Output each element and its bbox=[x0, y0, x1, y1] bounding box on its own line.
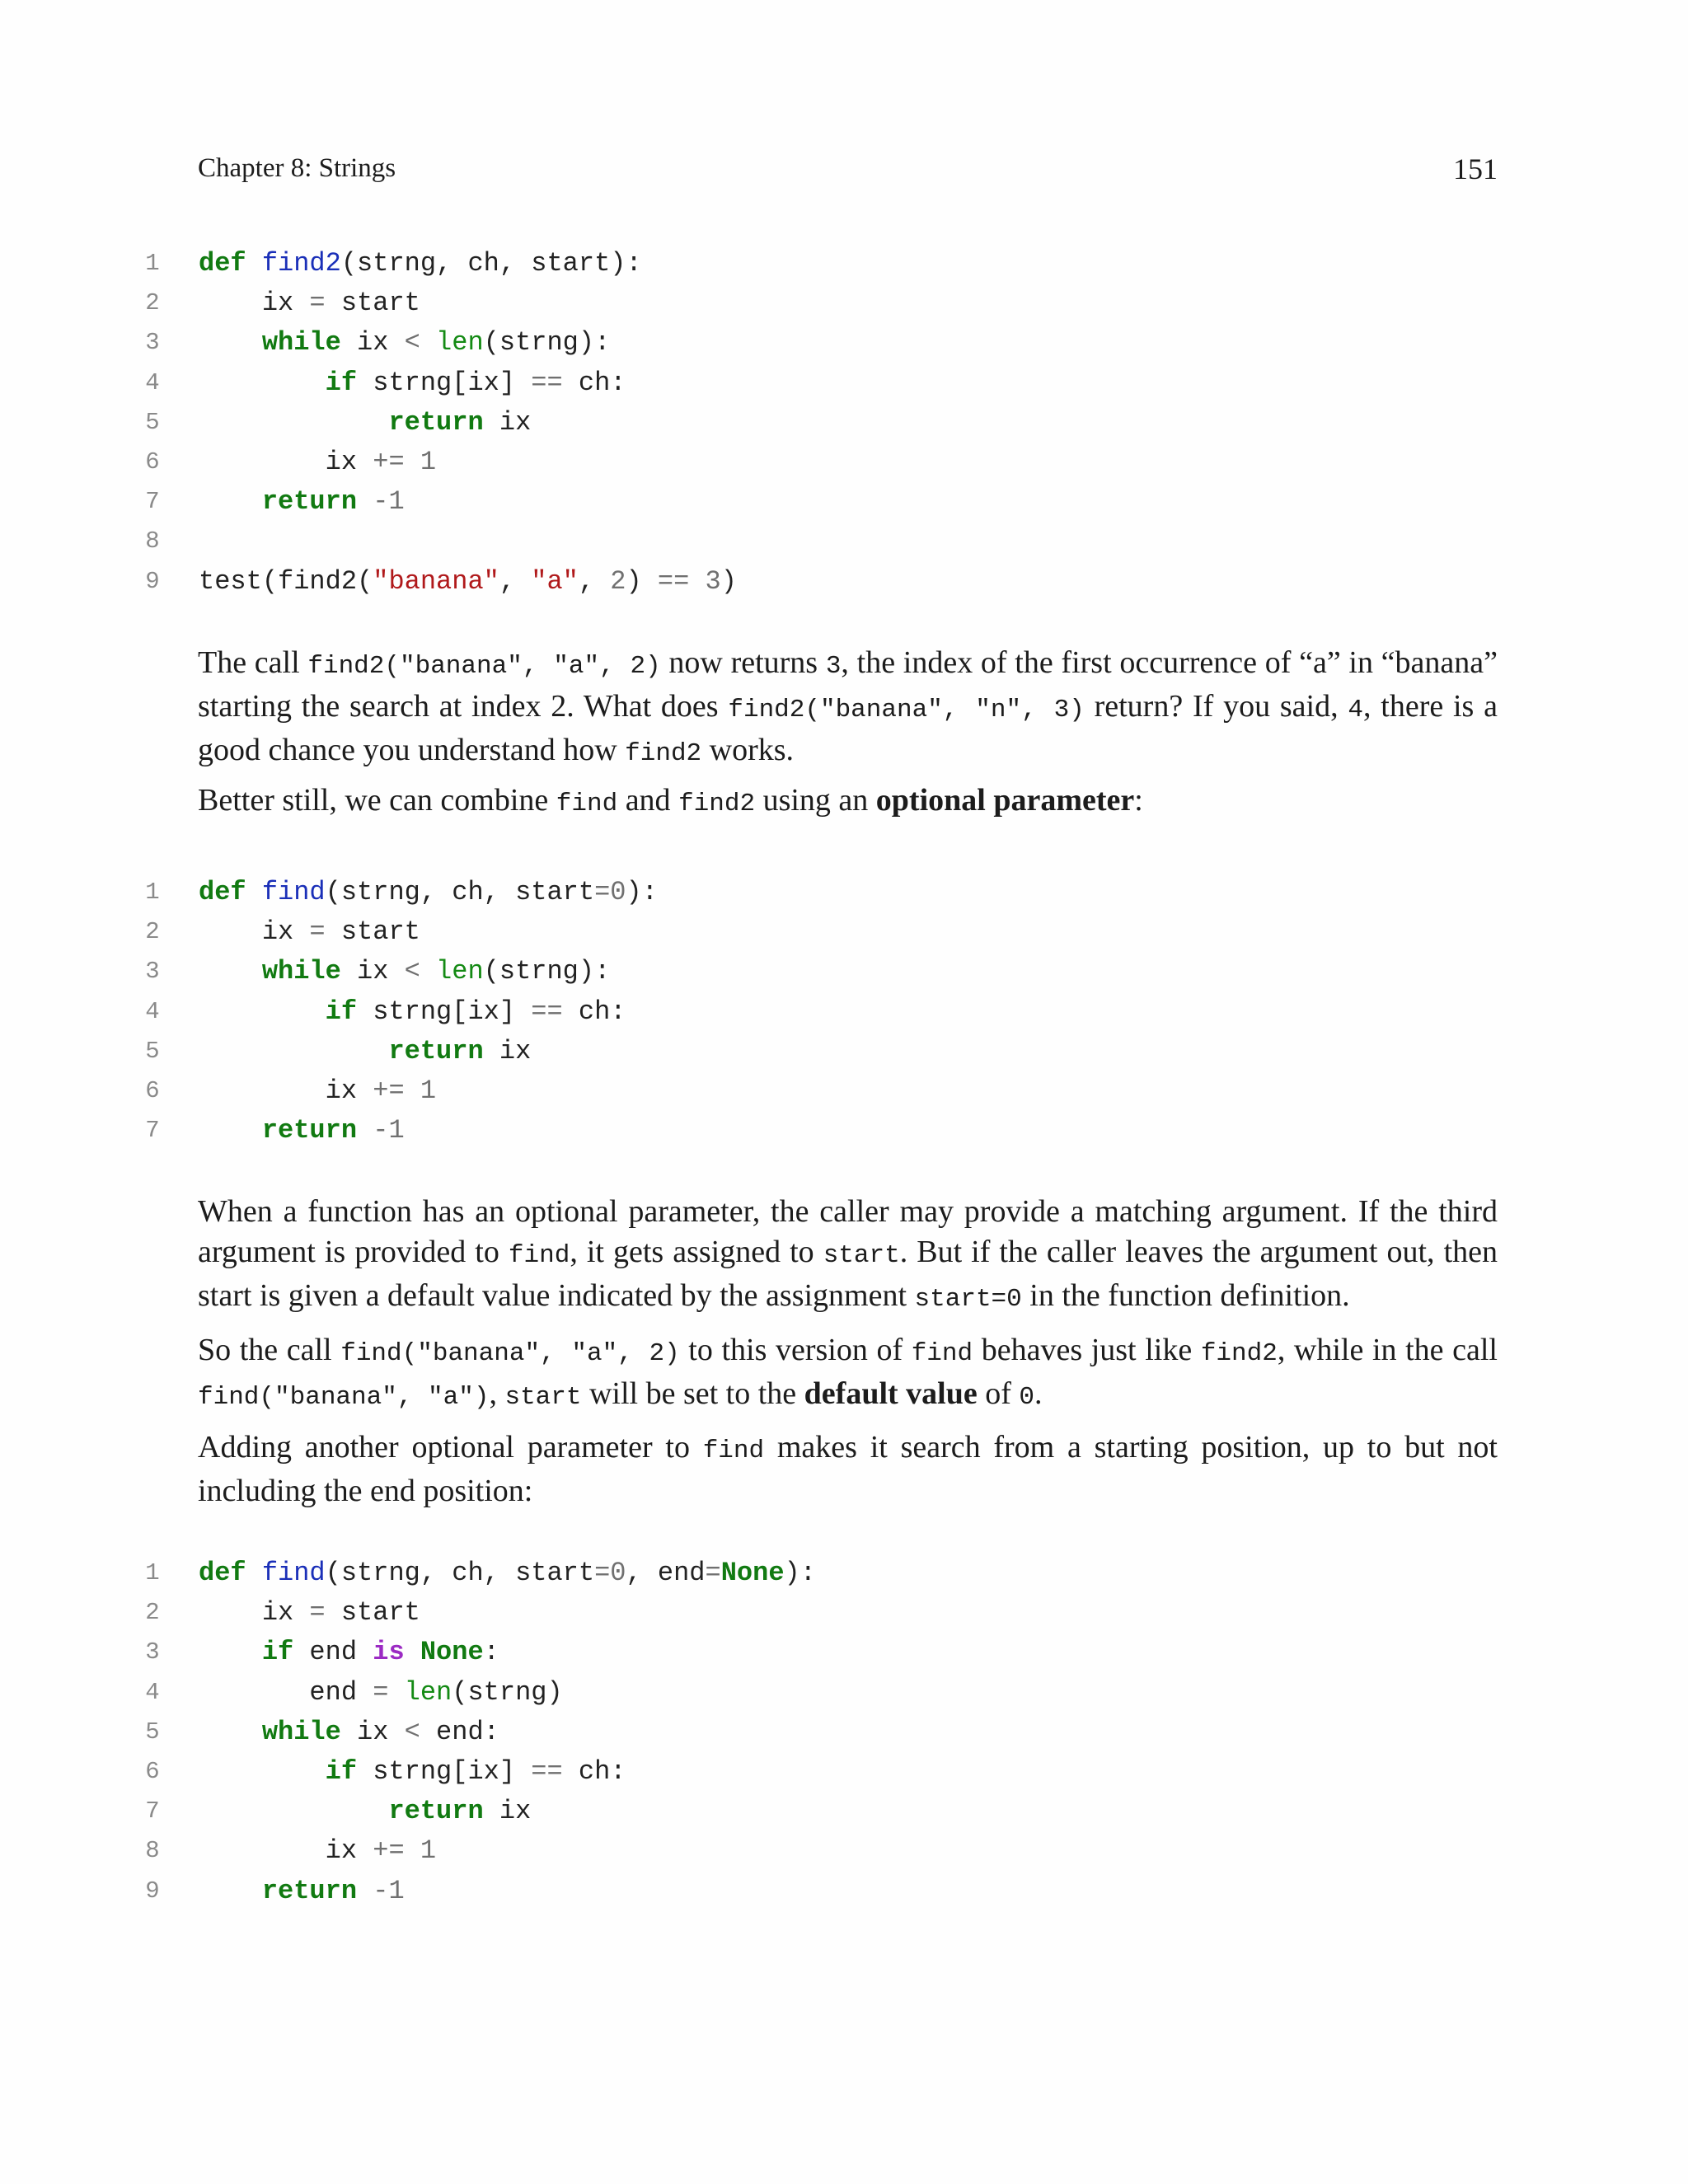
code-token bbox=[388, 1677, 404, 1708]
paragraph-text bbox=[198, 643, 1498, 774]
text-run: of bbox=[977, 1376, 1020, 1411]
code-token: len bbox=[404, 1676, 452, 1708]
code-token: strng[ix] bbox=[357, 367, 532, 398]
text-run: and bbox=[617, 783, 679, 818]
code-token bbox=[199, 1036, 388, 1066]
line-number: 2 bbox=[145, 289, 160, 317]
code-token: return bbox=[261, 1115, 358, 1146]
code-token: find bbox=[261, 877, 326, 907]
line-number: 8 bbox=[145, 1837, 160, 1865]
code-token: if bbox=[325, 367, 358, 398]
text-run: works. bbox=[701, 733, 795, 767]
inline-code: find bbox=[911, 1339, 973, 1368]
line-code bbox=[199, 1111, 405, 1151]
text-run: in the function definition. bbox=[1021, 1278, 1350, 1313]
inline-code: find("banana", "a") bbox=[198, 1383, 490, 1412]
line-number: 4 bbox=[145, 1678, 160, 1706]
code-token bbox=[199, 368, 326, 398]
code-token: += bbox=[373, 1075, 405, 1106]
code-token: if bbox=[325, 1755, 358, 1787]
line-code bbox=[199, 323, 610, 363]
paragraph-optional-explanation bbox=[198, 1192, 1498, 1319]
code-token bbox=[405, 447, 420, 477]
code-token: = bbox=[594, 1558, 611, 1588]
code-token: None bbox=[720, 1558, 785, 1588]
code-token bbox=[420, 327, 436, 358]
code-token bbox=[199, 1756, 326, 1787]
code-token: (strng, ch, start bbox=[325, 877, 595, 907]
code-line bbox=[140, 363, 1541, 403]
text-run: using an bbox=[755, 783, 876, 818]
code-token bbox=[199, 1115, 262, 1146]
text-run: makes it search from a starting position, up to but not including the end position: bbox=[198, 1430, 1498, 1508]
code-token: -1 bbox=[373, 486, 405, 518]
code-line bbox=[140, 284, 1541, 323]
line-number: 1 bbox=[145, 250, 160, 277]
code-token bbox=[199, 447, 326, 477]
line-number: 7 bbox=[145, 488, 160, 516]
code-token: return bbox=[388, 406, 484, 438]
code-token: = bbox=[705, 1558, 721, 1588]
paragraph-combine bbox=[198, 780, 1498, 824]
text-run: : bbox=[1134, 783, 1143, 818]
line-code bbox=[199, 1032, 531, 1071]
code-token bbox=[199, 1677, 309, 1708]
code-token: == bbox=[657, 565, 690, 597]
code-token: 2 bbox=[610, 565, 626, 597]
text-run: So the call bbox=[198, 1333, 341, 1367]
paragraph-text bbox=[198, 1427, 1498, 1511]
line-number: 7 bbox=[145, 1797, 160, 1825]
code-token: len bbox=[436, 327, 484, 359]
code-token bbox=[199, 288, 262, 318]
code-token: == bbox=[531, 1755, 563, 1787]
code-token: ix bbox=[261, 288, 310, 319]
code-line bbox=[140, 1713, 1541, 1752]
line-number: 7 bbox=[145, 1117, 160, 1145]
code-token: : bbox=[483, 1637, 499, 1668]
code-token: ch: bbox=[562, 996, 626, 1027]
paragraph-text bbox=[198, 1192, 1498, 1319]
code-line bbox=[140, 1752, 1541, 1792]
text-run: behaves just like bbox=[973, 1333, 1201, 1367]
line-number: 9 bbox=[145, 1877, 160, 1905]
line-number: 2 bbox=[145, 1599, 160, 1627]
code-token: start bbox=[325, 916, 420, 948]
page-number: 151 bbox=[1453, 152, 1498, 185]
code-token bbox=[199, 1796, 388, 1826]
line-number: 1 bbox=[145, 879, 160, 906]
text-run: Better still, we can combine bbox=[198, 783, 556, 818]
code-token bbox=[405, 1076, 420, 1106]
paragraph-text bbox=[198, 1330, 1498, 1418]
text-run: , while in the call bbox=[1277, 1333, 1498, 1367]
code-token: -1 bbox=[373, 1115, 405, 1146]
inline-code: find bbox=[556, 790, 618, 818]
inline-code: find2("banana", "a", 2) bbox=[307, 652, 661, 681]
code-token bbox=[420, 956, 436, 987]
code-line bbox=[140, 1872, 1541, 1911]
code-token: def bbox=[199, 877, 246, 907]
code-token: return bbox=[388, 1035, 484, 1066]
code-token: "banana" bbox=[373, 565, 499, 597]
line-number: 6 bbox=[145, 1757, 160, 1785]
code-token bbox=[246, 1558, 262, 1588]
code-token: 3 bbox=[705, 565, 721, 597]
bold-term: default value bbox=[804, 1376, 978, 1411]
code-token: strng[ix] bbox=[357, 1755, 532, 1787]
code-token: < bbox=[404, 327, 420, 359]
code-line bbox=[140, 244, 1541, 284]
line-code bbox=[199, 1752, 626, 1792]
code-token: 1 bbox=[420, 1835, 437, 1867]
code-token: += bbox=[373, 1835, 405, 1867]
line-code bbox=[199, 952, 610, 991]
code-token: (strng, ch, start): bbox=[340, 248, 642, 279]
line-code bbox=[199, 244, 642, 284]
inline-code: start bbox=[504, 1383, 582, 1412]
code-line bbox=[140, 1111, 1541, 1151]
inline-code: 3 bbox=[825, 652, 842, 681]
text-run: , it gets assigned to bbox=[570, 1235, 823, 1269]
code-line bbox=[140, 522, 1541, 561]
code-token: ch: bbox=[562, 1755, 626, 1787]
code-line bbox=[140, 403, 1541, 443]
code-line bbox=[140, 323, 1541, 363]
code-token bbox=[199, 1597, 262, 1628]
code-token bbox=[199, 916, 262, 947]
code-token: ch: bbox=[562, 367, 626, 398]
code-token: ix bbox=[340, 956, 405, 987]
line-number: 5 bbox=[145, 1718, 160, 1746]
line-number: 4 bbox=[145, 368, 160, 396]
code-block-find-end bbox=[140, 1554, 1541, 1911]
line-number: 9 bbox=[145, 567, 160, 595]
text-run: , the index of the first occurrence of “a” in “banana” starting the search at index 2. What does bbox=[198, 645, 1498, 724]
code-token: end: bbox=[420, 1716, 499, 1747]
inline-code: find("banana", "a", 2) bbox=[340, 1339, 680, 1368]
inline-code: start=0 bbox=[914, 1285, 1022, 1314]
code-line bbox=[140, 1633, 1541, 1672]
code-token: ix bbox=[325, 1075, 373, 1106]
code-token: def bbox=[199, 248, 246, 279]
code-token: if bbox=[325, 996, 358, 1027]
inline-code: find bbox=[702, 1436, 765, 1465]
code-token bbox=[199, 1876, 262, 1906]
code-token bbox=[199, 1076, 326, 1106]
text-run: . But if the caller leaves the argument out, then start is given a default value indicated by the assignment bbox=[198, 1235, 1498, 1313]
code-token: 0 bbox=[610, 877, 626, 907]
code-token: ) bbox=[720, 565, 737, 597]
code-token: (strng) bbox=[452, 1676, 563, 1708]
text-run: to this version of bbox=[679, 1333, 912, 1367]
code-token: strng[ix] bbox=[357, 996, 532, 1027]
line-code bbox=[199, 912, 420, 952]
code-token bbox=[199, 1637, 262, 1667]
inline-code: find2 bbox=[678, 790, 756, 818]
code-token: ix bbox=[483, 406, 532, 438]
code-token: 0 bbox=[610, 1558, 626, 1588]
code-token: 1 bbox=[420, 446, 437, 477]
inline-code: 4 bbox=[1348, 696, 1363, 724]
code-token: end bbox=[309, 1676, 373, 1708]
line-code bbox=[199, 1554, 816, 1593]
line-code bbox=[199, 363, 626, 403]
text-run: The call bbox=[198, 645, 308, 680]
line-code bbox=[199, 1633, 499, 1672]
code-token: return bbox=[261, 486, 358, 518]
code-line bbox=[140, 1032, 1541, 1071]
code-token: while bbox=[261, 327, 341, 359]
line-number: 5 bbox=[145, 408, 160, 436]
line-code bbox=[199, 1792, 531, 1831]
code-token: end bbox=[293, 1637, 373, 1668]
line-number: 1 bbox=[145, 1559, 160, 1586]
code-token bbox=[199, 956, 262, 987]
code-line bbox=[140, 1673, 1541, 1713]
code-token: , bbox=[578, 565, 611, 597]
line-number: 3 bbox=[145, 329, 160, 357]
text-run: , there is a good chance you understand how bbox=[198, 689, 1498, 767]
code-line bbox=[140, 1593, 1541, 1633]
code-token: find bbox=[261, 1558, 326, 1588]
code-block-find2 bbox=[140, 244, 1541, 602]
line-code bbox=[199, 873, 658, 912]
code-token: = bbox=[309, 288, 326, 319]
paragraph-default-value bbox=[198, 1330, 1498, 1418]
code-token: start bbox=[325, 1597, 420, 1629]
paragraph-find2-result bbox=[198, 643, 1498, 774]
code-token: ix bbox=[340, 327, 405, 359]
code-line bbox=[140, 482, 1541, 522]
code-line bbox=[140, 443, 1541, 482]
code-line bbox=[140, 1071, 1541, 1111]
line-number: 6 bbox=[145, 448, 160, 476]
code-token: < bbox=[404, 956, 420, 987]
text-run: return? If you said, bbox=[1084, 689, 1348, 724]
code-token bbox=[357, 1876, 373, 1906]
code-token bbox=[357, 486, 373, 517]
code-token: = bbox=[373, 1676, 389, 1708]
inline-code: find bbox=[508, 1241, 570, 1270]
code-token bbox=[199, 486, 262, 517]
code-token: == bbox=[531, 996, 563, 1027]
code-token: None bbox=[420, 1637, 484, 1668]
code-token: -1 bbox=[373, 1875, 405, 1906]
code-token: , end bbox=[626, 1558, 706, 1588]
code-token: (strng, ch, start bbox=[325, 1558, 595, 1588]
line-code bbox=[199, 1673, 563, 1713]
code-token bbox=[357, 1115, 373, 1146]
line-code bbox=[199, 1872, 405, 1911]
line-number: 4 bbox=[145, 997, 160, 1025]
inline-code: find2 bbox=[625, 739, 702, 768]
code-token bbox=[199, 1835, 326, 1866]
code-token: def bbox=[199, 1558, 246, 1588]
code-token: find2 bbox=[261, 248, 341, 279]
text-run: Adding another optional parameter to bbox=[198, 1430, 703, 1465]
code-token: ix bbox=[261, 916, 310, 948]
code-token bbox=[199, 407, 388, 438]
code-token: ) bbox=[626, 565, 658, 597]
line-code bbox=[199, 1831, 436, 1871]
code-token: ): bbox=[784, 1558, 816, 1588]
code-line bbox=[140, 952, 1541, 991]
code-token: is bbox=[373, 1637, 405, 1668]
code-token: "a" bbox=[531, 565, 579, 597]
line-code bbox=[199, 1593, 420, 1633]
code-block-find-optional bbox=[140, 873, 1541, 1151]
code-token: = bbox=[309, 916, 326, 948]
code-token: ): bbox=[626, 877, 658, 907]
code-token: while bbox=[261, 1716, 341, 1747]
code-token bbox=[199, 1717, 262, 1747]
line-code bbox=[199, 443, 436, 482]
code-token bbox=[689, 566, 705, 597]
code-token: (strng): bbox=[483, 327, 611, 359]
code-token: ix bbox=[325, 1835, 373, 1867]
text-run: will be set to the bbox=[581, 1376, 804, 1411]
code-token bbox=[246, 877, 262, 907]
line-code bbox=[199, 403, 531, 443]
chapter-title: Chapter 8: Strings bbox=[198, 153, 396, 183]
code-token: < bbox=[404, 1716, 420, 1747]
line-code bbox=[199, 1071, 436, 1111]
code-token: += bbox=[373, 446, 405, 477]
paragraph-text bbox=[198, 780, 1498, 824]
line-code bbox=[199, 284, 420, 323]
code-line bbox=[140, 912, 1541, 952]
text-run: now returns bbox=[660, 645, 826, 680]
code-token: test(find2( bbox=[199, 565, 373, 597]
inline-code: find2 bbox=[1200, 1339, 1278, 1368]
line-number: 2 bbox=[145, 918, 160, 946]
line-number: 8 bbox=[145, 527, 160, 555]
line-number: 5 bbox=[145, 1037, 160, 1065]
code-token: , bbox=[499, 565, 532, 597]
code-token: ix bbox=[340, 1716, 405, 1747]
line-code bbox=[199, 1713, 499, 1752]
line-code bbox=[199, 482, 405, 522]
code-line bbox=[140, 1831, 1541, 1871]
line-number: 6 bbox=[145, 1076, 160, 1104]
code-token: 1 bbox=[420, 1075, 437, 1106]
code-token bbox=[246, 248, 262, 279]
line-code bbox=[199, 992, 626, 1032]
code-token: start bbox=[325, 288, 420, 319]
code-token: ix bbox=[325, 446, 373, 477]
line-code bbox=[199, 562, 737, 602]
code-token: while bbox=[261, 956, 341, 987]
code-token bbox=[405, 1835, 420, 1866]
inline-code: start bbox=[823, 1241, 900, 1270]
code-line bbox=[140, 873, 1541, 912]
inline-code: find2("banana", "n", 3) bbox=[728, 696, 1085, 724]
paragraph-end-param bbox=[198, 1427, 1498, 1511]
code-line bbox=[140, 562, 1541, 602]
code-token: ix bbox=[483, 1035, 532, 1066]
inline-code: 0 bbox=[1019, 1383, 1034, 1412]
code-token: = bbox=[594, 877, 611, 907]
code-token: len bbox=[436, 956, 484, 987]
code-token bbox=[199, 996, 326, 1027]
code-token: ix bbox=[261, 1597, 310, 1629]
page-header bbox=[198, 153, 1498, 194]
line-number: 3 bbox=[145, 1638, 160, 1666]
code-token: == bbox=[531, 367, 563, 398]
code-token: if bbox=[261, 1637, 294, 1668]
line-number: 3 bbox=[145, 958, 160, 986]
text-run: , bbox=[489, 1376, 505, 1411]
code-token: ix bbox=[483, 1796, 532, 1827]
bold-term: optional parameter bbox=[875, 783, 1135, 818]
code-line bbox=[140, 992, 1541, 1032]
text-run: . bbox=[1034, 1376, 1043, 1411]
code-line bbox=[140, 1554, 1541, 1593]
code-line bbox=[140, 1792, 1541, 1831]
text-run: When a function has an optional parameter, the caller may provide a matching argument. If the third argument is provided to bbox=[198, 1194, 1498, 1269]
code-token: (strng): bbox=[483, 956, 611, 987]
code-token: return bbox=[388, 1796, 484, 1827]
code-token bbox=[199, 327, 262, 358]
code-token: = bbox=[309, 1597, 326, 1629]
code-token: return bbox=[261, 1875, 358, 1906]
code-token bbox=[405, 1637, 420, 1667]
